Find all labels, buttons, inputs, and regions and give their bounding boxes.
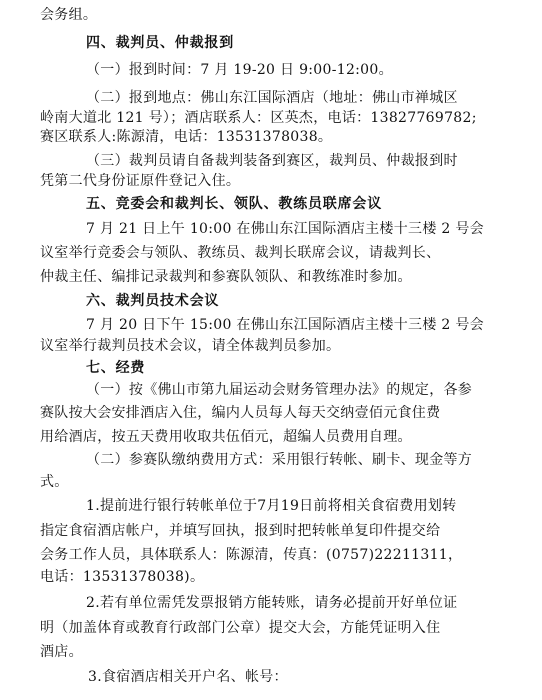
text-line: 指定食宿酒店帐户，并填写回执，报到时把转帐单复印件提交给	[40, 523, 441, 539]
text-line: （二）报到地点：佛山东江国际酒店（地址：佛山市禅城区	[86, 90, 458, 106]
section-heading-7: 七、经费	[86, 360, 146, 376]
text-line: 会务组。	[40, 7, 98, 23]
text-line: （一）按《佛山市第九届运动会财务管理办法》的规定，各参	[86, 382, 473, 398]
text-line: 1.提前进行银行转帐单位于7月19日前将相关食宿费用划转	[86, 498, 457, 514]
text-line: 明（加盖体育或教育行政部门公章）提交大会，方能凭证明入住	[40, 620, 441, 636]
text-line: 赛队按大会安排酒店入住，编内人员每人每天交纳壹佰元食住费	[40, 405, 441, 421]
text-line: 岭南大道北 121 号）；酒店联系人：区英杰，电话：13827769782;	[40, 110, 477, 126]
text-line: 2.若有单位需凭发票报销方能转账，请务必提前开好单位证	[86, 595, 458, 611]
section-heading-4: 四、裁判员、仲裁报到	[86, 35, 234, 51]
text-line: 赛区联系人:陈源清，电话：13531378038。	[40, 129, 333, 145]
text-line: 议室举行裁判员技术会议，请全体裁判员参加。	[40, 338, 341, 354]
text-line: 电话：13531378038)。	[40, 569, 205, 585]
text-line: 会务工作人员，具体联系人：陈源清，传真：(0757)22211311，	[40, 547, 463, 563]
section-heading-6: 六、裁判员技术会议	[86, 293, 220, 309]
text-line: 7 月 21 日上午 10:00 在佛山东江国际酒店主楼十三楼 2 号会	[86, 221, 484, 237]
text-line: 7 月 20 日下午 15:00 在佛山东江国际酒店主楼十三楼 2 号会	[86, 317, 484, 333]
text-line: （二）参赛队缴纳费用方式：采用银行转帐、刷卡、现金等方	[86, 452, 473, 468]
text-line: 凭第二代身份证原件登记入住。	[40, 173, 241, 189]
text-line: 酒店。	[40, 644, 83, 660]
text-line: 议室举行竞委会与领队、教练员、裁判长联席会议，请裁判长、	[40, 245, 441, 261]
text-line: 用给酒店，按五天费用收取共伍佰元，超编人员费用自理。	[40, 429, 412, 445]
section-heading-5: 五、竞委会和裁判长、领队、教练员联席会议	[86, 196, 382, 212]
text-line: 仲裁主任、编排记录裁判和参赛队领队、和教练准时参加。	[40, 269, 412, 285]
text-line: （三）裁判员请自备裁判装备到赛区，裁判员、仲裁报到时	[86, 153, 458, 169]
text-line: （一）报到时间：7 月 19-20 日 9:00-12:00。	[86, 62, 393, 78]
text-line: 3.食宿酒店相关开户名、帐号：	[88, 669, 288, 685]
text-line: 式。	[40, 474, 69, 490]
